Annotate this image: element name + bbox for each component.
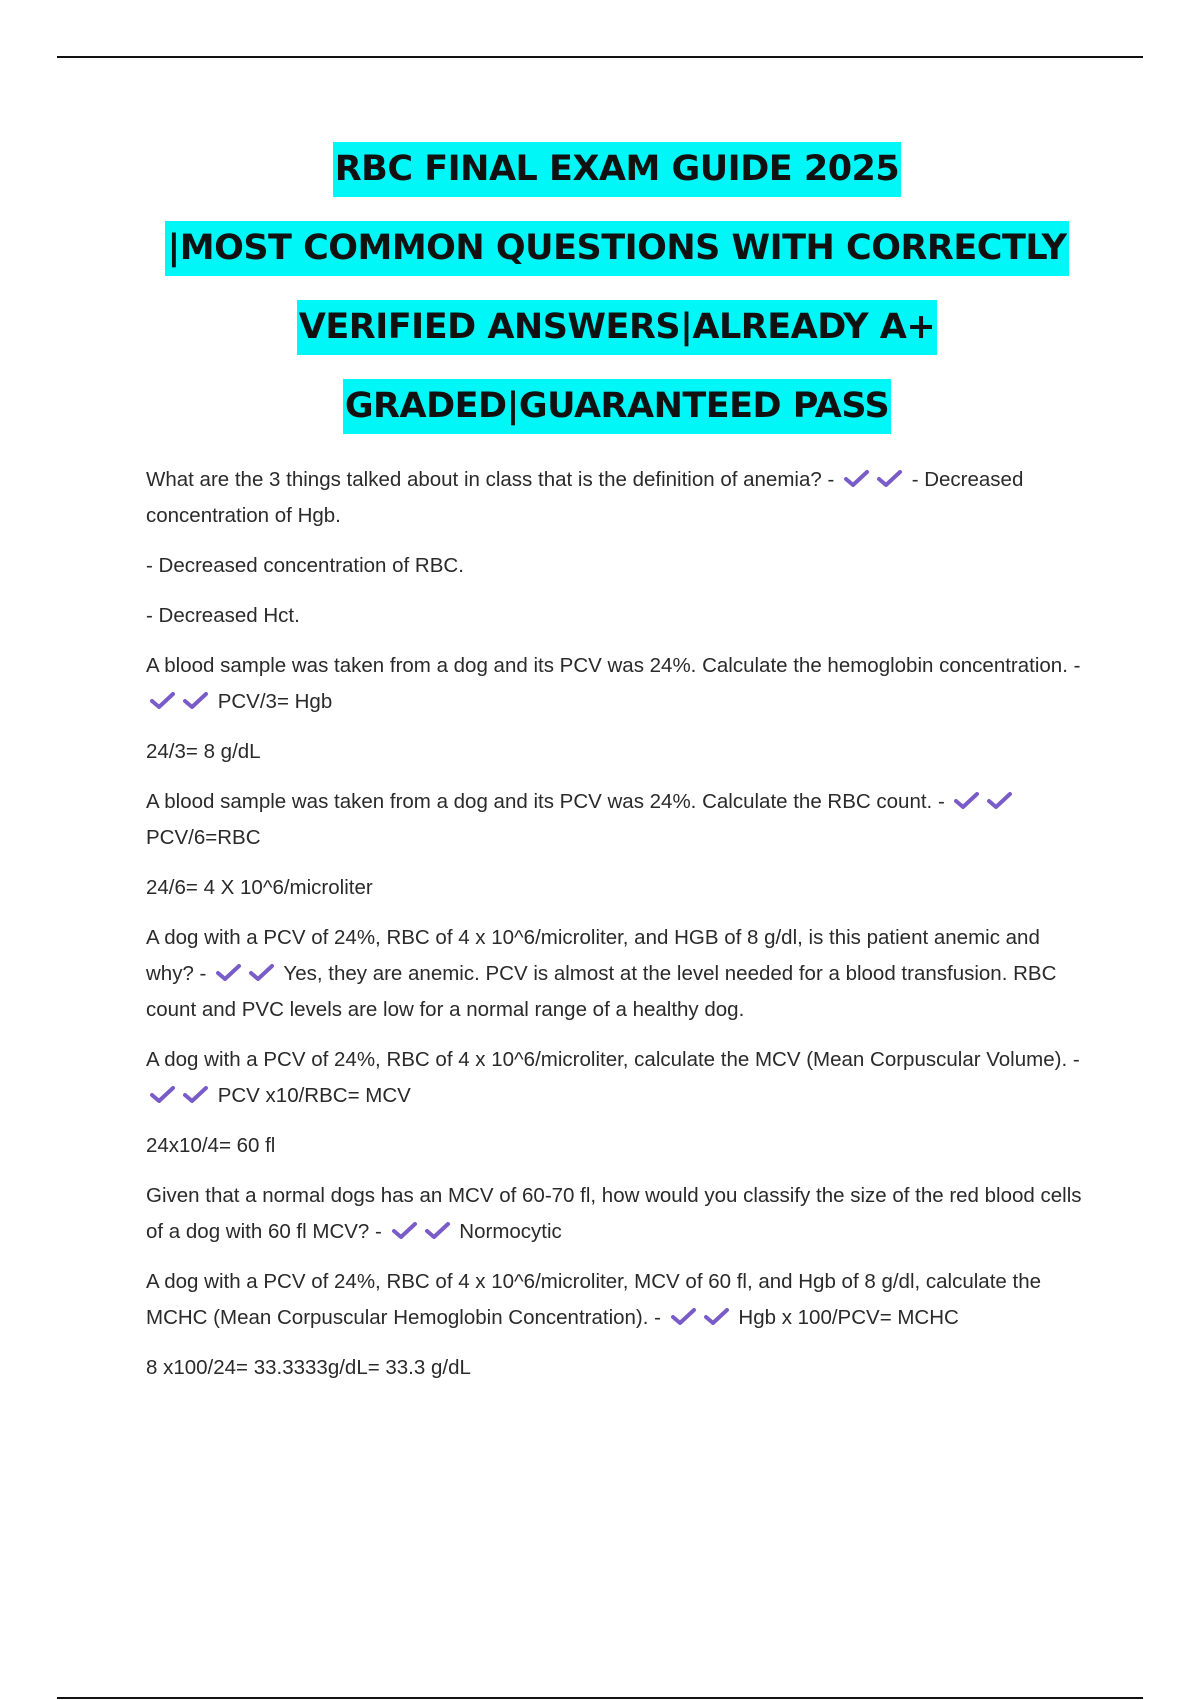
question-text: A blood sample was taken from a dog and its PCV was 24%. Calculate the RBC count. -	[146, 790, 945, 813]
check-icon	[424, 1220, 451, 1242]
text-line: 24/3= 8 g/dL	[146, 740, 261, 763]
question-text: What are the 3 things talked about in class that is the definition of anemia? -	[146, 468, 835, 491]
answer-text: Normocytic	[459, 1220, 562, 1243]
bottom-rule	[57, 1697, 1143, 1699]
document-title	[0, 142, 1200, 458]
qa-item	[146, 1178, 1086, 1250]
answer-text: PCV x10/RBC= MCV	[217, 1084, 411, 1107]
title-line-2	[0, 221, 1200, 300]
qa-item	[146, 1042, 1086, 1114]
top-rule	[57, 56, 1143, 58]
text-line: - Decreased Hct.	[146, 604, 300, 627]
check-icon	[843, 468, 870, 490]
answer-text: Hgb x 100/PCV= MCHC	[738, 1306, 959, 1329]
title-line-4	[0, 379, 1200, 458]
qa-item	[146, 1264, 1086, 1336]
check-icon	[953, 790, 980, 812]
answer-text: Yes, they are anemic. PCV is almost at the level needed for a blood transfusion. RBC count and PVC levels are low for a normal range of a healthy dog.	[146, 962, 1057, 1021]
check-icon	[215, 962, 242, 984]
text-line: - Decreased concentration of RBC.	[146, 554, 464, 577]
answer-text: - Decreased concentration of Hgb.	[146, 468, 1024, 527]
title-line-1	[0, 142, 1200, 221]
check-icon	[670, 1306, 697, 1328]
answer-text: PCV/3= Hgb	[217, 690, 333, 713]
title-text: RBC FINAL EXAM GUIDE 2025	[333, 142, 902, 197]
check-icon	[248, 962, 275, 984]
question-text: A dog with a PCV of 24%, RBC of 4 x 10^6/microliter, MCV of 60 fl, and Hgb of 8 g/dl, calculate the MCHC (Mean Corpuscular Hemoglobin Concentration). -	[146, 1270, 1041, 1329]
text-line: 8 x100/24= 33.3333g/dL= 33.3 g/dL	[146, 1356, 471, 1379]
question-text: A dog with a PCV of 24%, RBC of 4 x 10^6/microliter, and HGB of 8 g/dl, is this patient anemic and why? -	[146, 926, 1040, 985]
title-line-3	[0, 300, 1200, 379]
qa-item	[146, 920, 1086, 1028]
title-text: VERIFIED ANSWERS|ALREADY A+	[297, 300, 937, 355]
title-text: |MOST COMMON QUESTIONS WITH CORRECTLY	[165, 221, 1068, 276]
qa-content	[146, 462, 1086, 1400]
check-icon	[149, 690, 176, 712]
check-icon	[876, 468, 903, 490]
question-text: A dog with a PCV of 24%, RBC of 4 x 10^6/microliter, calculate the MCV (Mean Corpuscular Volume). -	[146, 1048, 1080, 1071]
check-icon	[182, 1084, 209, 1106]
check-icon	[703, 1306, 730, 1328]
qa-item	[146, 648, 1086, 720]
question-text: A blood sample was taken from a dog and its PCV was 24%. Calculate the hemoglobin concentration. -	[146, 654, 1081, 677]
qa-item	[146, 784, 1086, 856]
check-icon	[391, 1220, 418, 1242]
title-text: GRADED|GUARANTEED PASS	[343, 379, 891, 434]
answer-text: PCV/6=RBC	[146, 826, 261, 849]
qa-item	[146, 462, 1086, 534]
check-icon	[182, 690, 209, 712]
text-line: 24/6= 4 X 10^6/microliter	[146, 876, 373, 899]
check-icon	[986, 790, 1013, 812]
text-line: 24x10/4= 60 fl	[146, 1134, 276, 1157]
check-icon	[149, 1084, 176, 1106]
question-text: Given that a normal dogs has an MCV of 60-70 fl, how would you classify the size of the red blood cells of a dog with 60 fl MCV? -	[146, 1184, 1082, 1243]
